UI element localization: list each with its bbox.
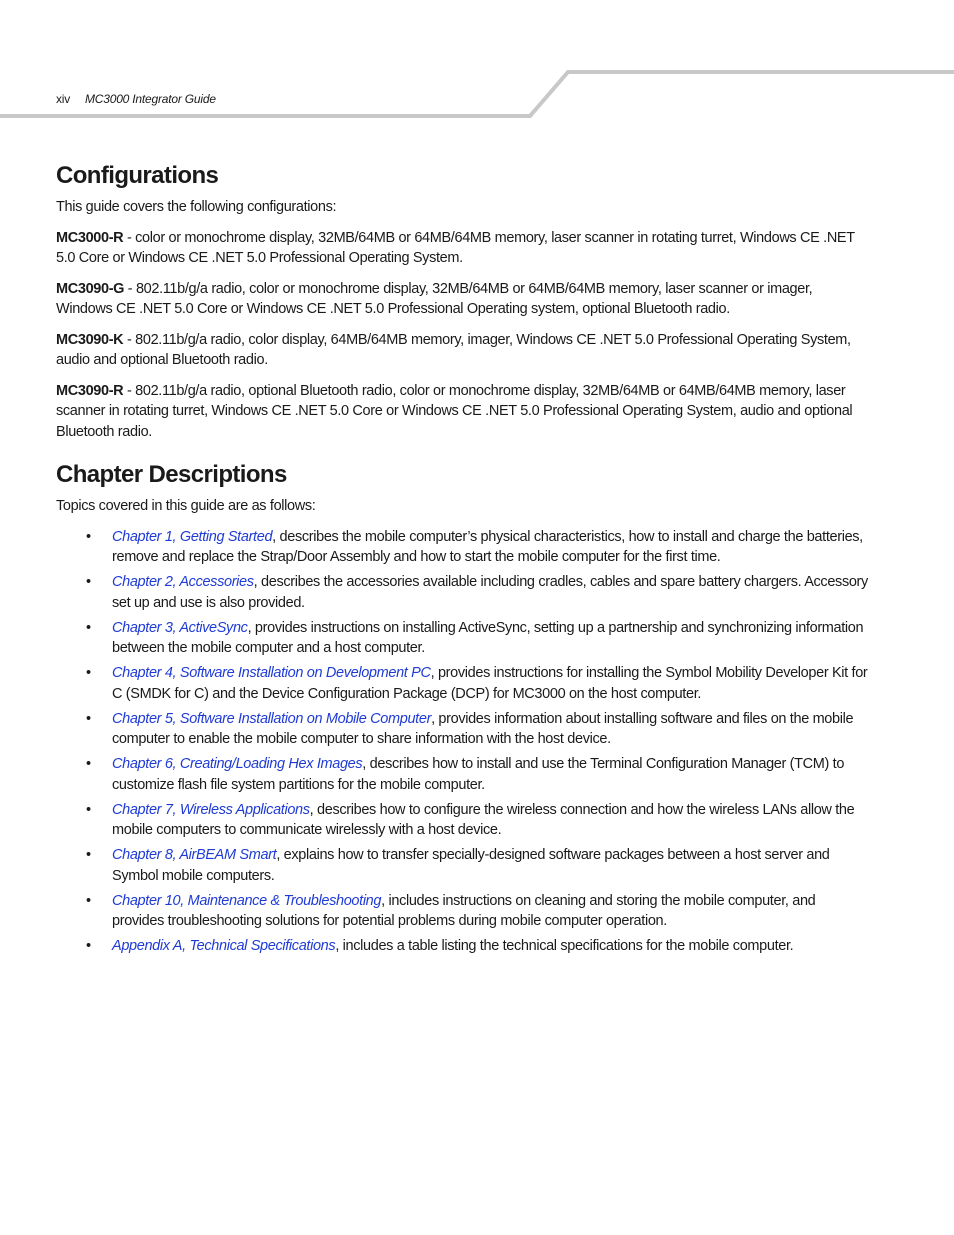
chapter-description: , describes how to install and use the Terminal Configuration Manager (TCM) to customize flash file system partitions for the mobile computer.	[112, 756, 845, 793]
bullet-icon: •	[86, 756, 91, 772]
list-item	[56, 709, 868, 750]
list-item	[56, 754, 868, 795]
chapter-description: , explains how to transfer specially-designed software packages between a host server and Symbol mobile computers.	[112, 847, 830, 884]
page-number: xiv	[56, 92, 71, 106]
bullet-icon: •	[86, 528, 91, 545]
bullet-icon: •	[86, 710, 91, 727]
chapter-link[interactable]: Chapter 4, Software Installation on Development PC	[112, 665, 431, 681]
list-item	[56, 663, 868, 704]
page-content	[56, 160, 868, 961]
running-title: MC3000 Integrator Guide	[85, 92, 216, 106]
bullet-icon: •	[86, 892, 91, 909]
config-model: MC3090-R	[56, 382, 124, 399]
config-description: - 802.11b/g/a radio, color or monochrome display, 32MB/64MB or 64MB/64MB memory, laser scanner or imager, Windows CE .NET 5.0 Core or Windows CE .NET 5.0 Professional Operating system, optional Bluetooth radio.	[56, 280, 813, 317]
config-description: - 802.11b/g/a radio, optional Bluetooth radio, color or monochrome display, 32MB/64MB or 64MB/64MB memory, laser scanner in rotating turret, Windows CE .NET 5.0 Core or Windows CE .NET 5.0 Professional Operating System, audio and optional Bluetooth radio.	[56, 382, 853, 440]
config-item	[56, 381, 868, 443]
bullet-icon: •	[86, 801, 91, 818]
chapter-link[interactable]: Chapter 7, Wireless Applications	[112, 801, 310, 818]
config-model: MC3000-R	[56, 229, 124, 246]
chapter-description: , includes a table listing the technical specifications for the mobile computer.	[335, 938, 794, 954]
list-item	[56, 936, 868, 957]
chapter-description: , provides instructions for installing the Symbol Mobility Developer Kit for C (SMDK for C) and the Device Configuration Package (DCP) for MC3000 on the host computer.	[112, 665, 868, 702]
chapter-description: , includes instructions on cleaning and storing the mobile computer, and provides troubleshooting solutions for potential problems during mobile computer operation.	[112, 892, 816, 929]
list-item	[56, 572, 868, 613]
chapter-list	[56, 527, 868, 957]
config-model: MC3090-K	[56, 331, 124, 348]
bullet-icon: •	[86, 574, 91, 590]
config-description: - color or monochrome display, 32MB/64MB or 64MB/64MB memory, laser scanner in rotating turret, Windows CE .NET 5.0 Core or Windows CE .NET 5.0 Professional Operating System.	[56, 229, 855, 266]
config-item	[56, 279, 868, 320]
config-description: - 802.11b/g/a radio, color display, 64MB/64MB memory, imager, Windows CE .NET 5.0 Professional Operating System, audio and optional Bluetooth radio.	[56, 331, 851, 368]
bullet-icon: •	[86, 619, 91, 636]
chapter-link[interactable]: Chapter 2, Accessories	[112, 574, 254, 590]
chapter-link[interactable]: Chapter 3, ActiveSync	[112, 619, 248, 636]
config-item	[56, 228, 868, 269]
section-heading-configurations: Configurations	[56, 162, 219, 189]
chapter-descriptions-intro: Topics covered in this guide are as follows:	[56, 498, 316, 514]
bullet-icon: •	[86, 665, 91, 681]
chapter-description: , describes the mobile computer’s physical characteristics, how to install and charge the batteries, remove and replace the Strap/Door Assembly and how to start the mobile computer for the first time.	[112, 528, 863, 565]
chapter-description: , describes the accessories available including cradles, cables and spare battery chargers. Accessory set up and use is also provided.	[112, 574, 868, 611]
chapter-link[interactable]: Chapter 5, Software Installation on Mobile Computer	[112, 710, 432, 727]
configurations-intro: This guide covers the following configurations:	[56, 199, 337, 215]
list-item	[56, 800, 868, 841]
chapter-link[interactable]: Chapter 10, Maintenance & Troubleshooting	[112, 892, 382, 909]
chapter-link[interactable]: Chapter 8, AirBEAM Smart	[112, 847, 277, 863]
chapter-link[interactable]: Appendix A, Technical Specifications	[112, 938, 336, 954]
config-item	[56, 330, 868, 371]
bullet-icon: •	[86, 938, 91, 954]
chapter-description: , provides instructions on installing ActiveSync, setting up a partnership and synchronizing information between the mobile computer and a host computer.	[112, 619, 864, 656]
list-item	[56, 845, 868, 886]
chapter-link[interactable]: Chapter 1, Getting Started	[112, 528, 273, 545]
chapter-link[interactable]: Chapter 6, Creating/Loading Hex Images	[112, 756, 363, 772]
section-heading-chapter-descriptions: Chapter Descriptions	[56, 461, 287, 488]
chapter-description: , describes how to configure the wireless connection and how the wireless LANs allow the mobile computers to communicate wirelessly with a host device.	[112, 801, 855, 838]
list-item	[56, 527, 868, 568]
list-item	[56, 891, 868, 932]
config-model: MC3090-G	[56, 280, 125, 297]
bullet-icon: •	[86, 847, 91, 863]
chapter-description: , provides information about installing software and files on the mobile computer to enable the mobile computer to share information with the host device.	[112, 710, 854, 747]
list-item	[56, 618, 868, 659]
